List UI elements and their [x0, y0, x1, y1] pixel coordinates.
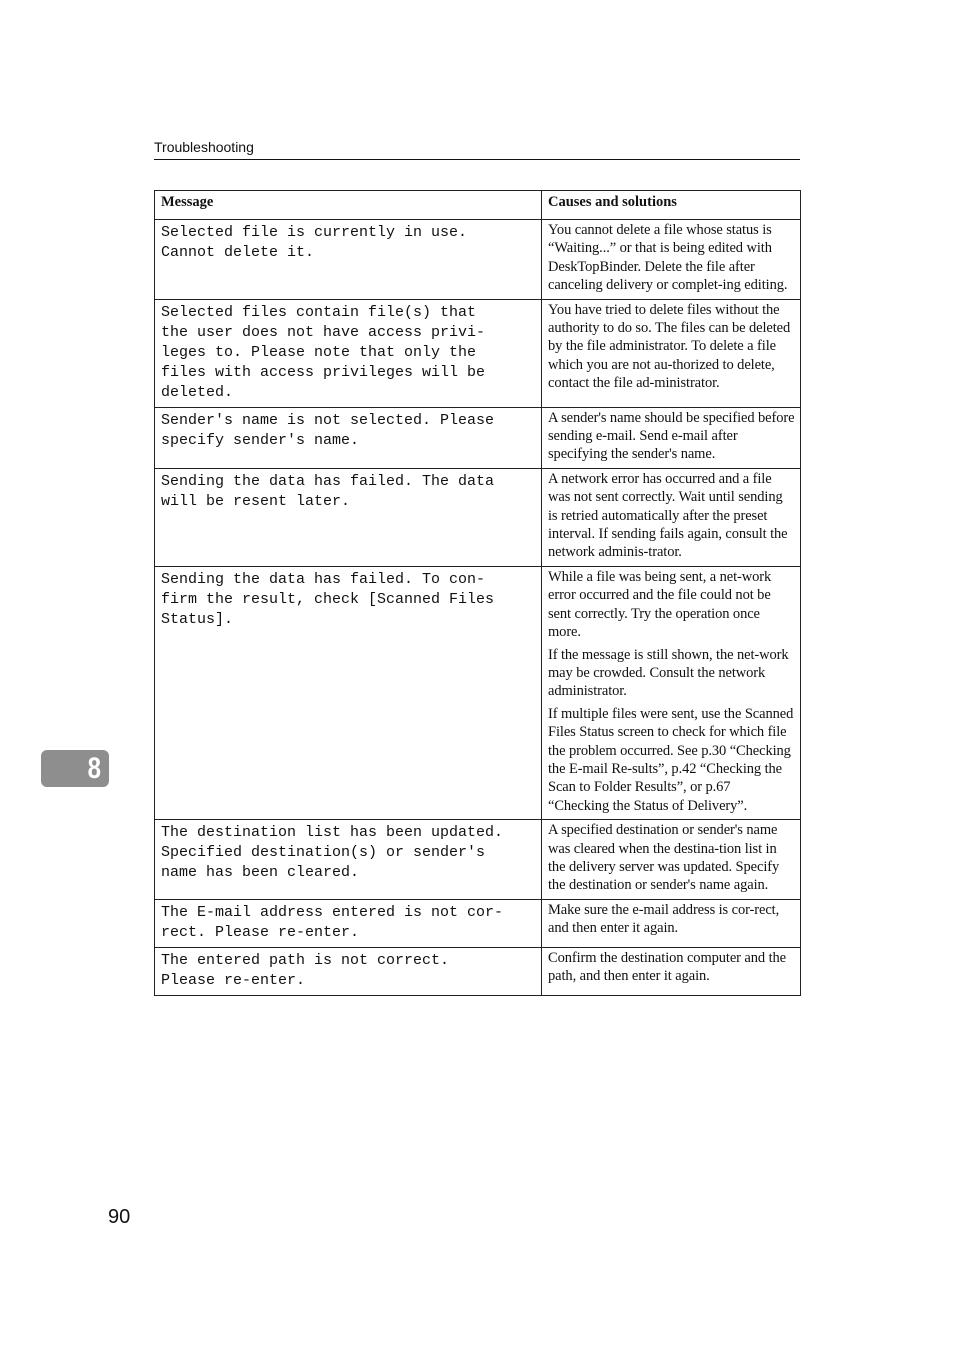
solution-cell [542, 820, 801, 900]
solution-cell [542, 899, 801, 947]
solution-paragraph: Make sure the e-mail address is cor-rect, and then enter it again. [548, 901, 780, 937]
solution-cell [542, 220, 801, 300]
solution-cell [542, 566, 801, 819]
solution-cell [542, 299, 801, 407]
message-cell: Selected file is currently in use. Cannot delete it. [155, 220, 542, 300]
solution-paragraph: If the message is still shown, the net-work may be crowded. Consult the network administrator. [548, 646, 789, 700]
table-row [155, 820, 801, 900]
chapter-tab [41, 750, 109, 787]
table-row [155, 468, 801, 566]
solution-paragraph: You cannot delete a file whose status is “Waiting...” or that is being edited with DeskTopBinder. Delete the file after canceling delivery or complet-ing editing. [548, 222, 788, 294]
solution-cell [542, 468, 801, 566]
page-number: 90 [108, 1206, 131, 1228]
message-cell: The entered path is not correct. Please re-enter. [155, 947, 542, 995]
solution-paragraph: A network error has occurred and a file was not sent correctly. Wait until sending is retried automatically after the preset interval. If sending fails again, consult the network adminis-trator. [548, 470, 788, 561]
solution-cell [542, 947, 801, 995]
message-cell: Sender's name is not selected. Please specify sender's name. [155, 407, 542, 468]
solution-paragraph: If multiple files were sent, use the Scanned Files Status screen to check for which file the problem occurred. See p.30 “Checking the E-mail Re-sults”, p.42 “Checking the Scan to Folder Results”, or p.67 “Checking the Status of Delivery”. [548, 705, 794, 814]
running-header: Troubleshooting [154, 139, 254, 155]
column-header-causes: Causes and solutions [542, 191, 801, 220]
table-row [155, 947, 801, 995]
table-row [155, 407, 801, 468]
message-cell: The E-mail address entered is not cor- rect. Please re-enter. [155, 899, 542, 947]
table-body [155, 220, 801, 996]
table-row [155, 899, 801, 947]
solution-cell [542, 407, 801, 468]
message-cell: Selected files contain file(s) that the user does not have access privi- leges to. Please note that only the files with access privileges will be deleted. [155, 299, 542, 407]
table-header-row [155, 191, 801, 220]
solution-paragraph: Confirm the destination computer and the path, and then enter it again. [548, 949, 787, 985]
header-rule [154, 159, 800, 160]
chapter-number: 8 [87, 751, 102, 785]
message-cell: Sending the data has failed. To con- firm the result, check [Scanned Files Status]. [155, 566, 542, 819]
column-header-message: Message [155, 191, 542, 220]
message-cell: Sending the data has failed. The data will be resent later. [155, 468, 542, 566]
solution-paragraph: While a file was being sent, a net-work error occurred and the file could not be sent correctly. Try the operation once more. [548, 568, 772, 641]
solution-paragraph: A specified destination or sender's name was cleared when the destina-tion list in the delivery server was updated. Specify the destination or sender's name again. [548, 822, 780, 894]
table-row [155, 566, 801, 819]
troubleshooting-table [154, 190, 801, 996]
table-row [155, 299, 801, 407]
solution-paragraph: You have tried to delete files without the authority to do so. The files can be deleted by the file administrator. To delete a file which you are not au-thorized to delete, contact the file ad-ministrator. [548, 301, 791, 392]
message-cell: The destination list has been updated. Specified destination(s) or sender's name has been cleared. [155, 820, 542, 900]
table-row [155, 220, 801, 300]
solution-paragraph: A sender's name should be specified before sending e-mail. Send e-mail after specifying the sender's name. [548, 409, 795, 463]
